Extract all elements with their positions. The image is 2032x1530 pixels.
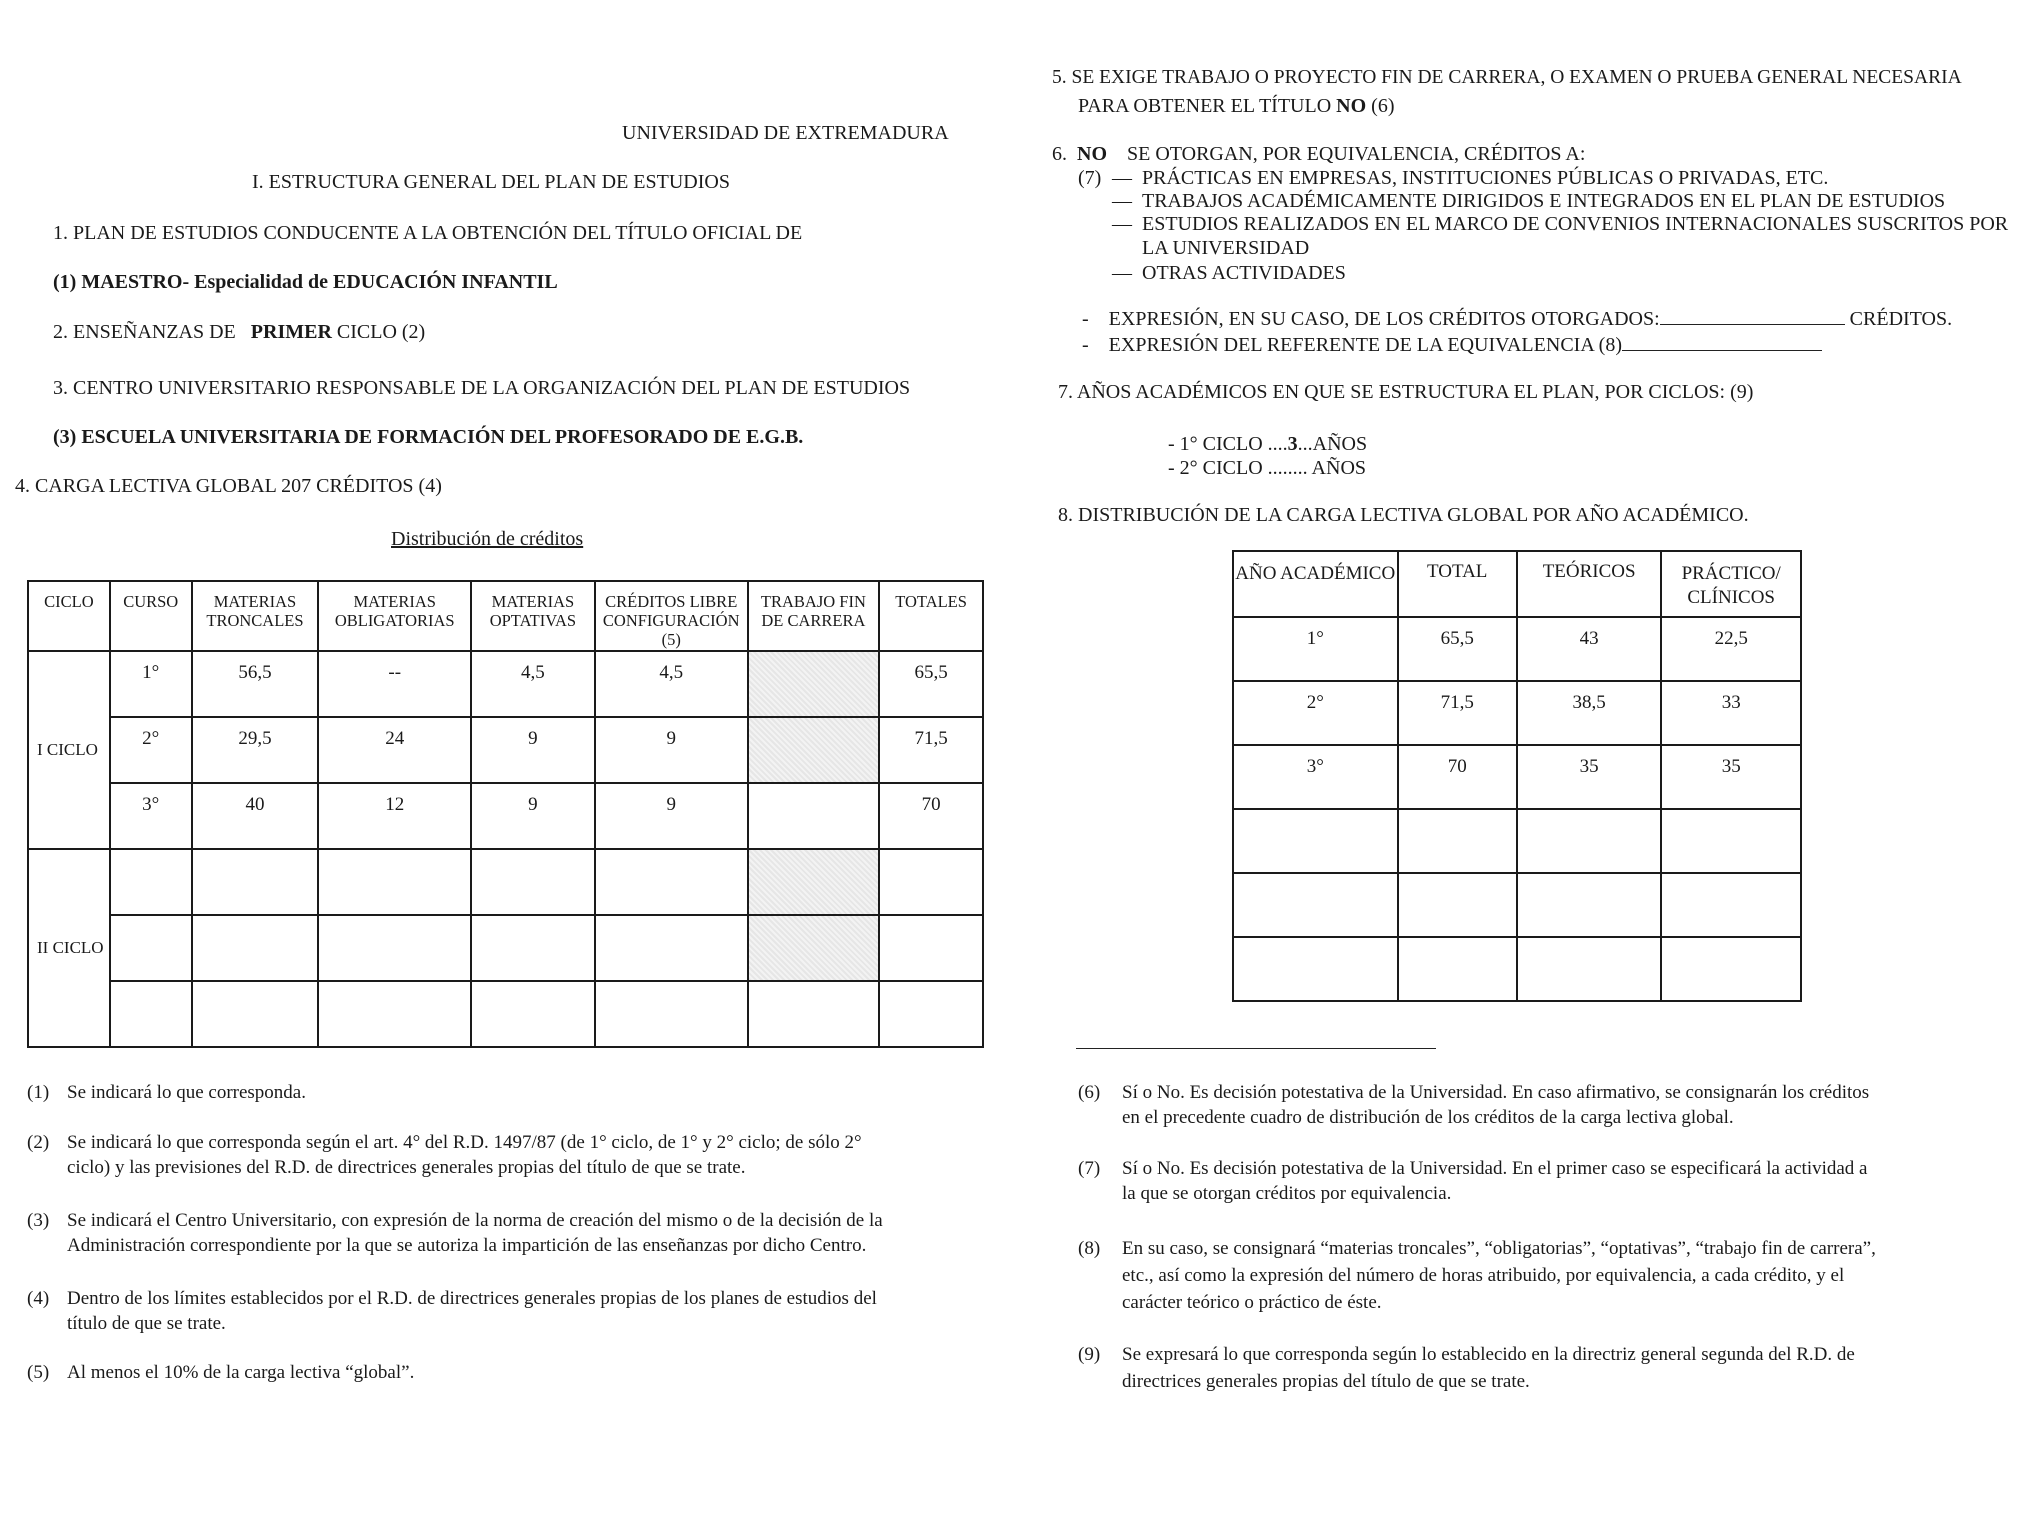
item-2	[53, 320, 425, 344]
cycle-2-years: - 2° CICLO ........ AÑOS	[1168, 457, 1367, 479]
empty-cell	[748, 849, 880, 915]
cell-optativas: 4,5	[471, 651, 595, 717]
empty-cell	[471, 849, 595, 915]
footnote-number: (8)	[1078, 1238, 1101, 1259]
footnote-text: carácter teórico o práctico de éste.	[1122, 1292, 1382, 1313]
table-row	[28, 981, 983, 1047]
footnote-text: Se indicará lo que corresponda según el art. 4° del R.D. 1497/87 (de 1° ciclo, de 1° y 2° ciclo; de sólo 2°	[67, 1132, 862, 1153]
table-row	[1233, 681, 1801, 745]
empty-cell	[1517, 809, 1661, 873]
cell-practicos: 22,5	[1661, 617, 1801, 681]
footnote-number: (6)	[1078, 1082, 1101, 1103]
cell-totales: 65,5	[879, 651, 983, 717]
footnote-text: En su caso, se consignará “materias troncales”, “obligatorias”, “optativas”, “trabajo fin de carrera”,	[1122, 1238, 1876, 1259]
distribution-title: Distribución de créditos	[391, 528, 584, 550]
empty-cell	[1398, 873, 1517, 937]
empty-cell	[1233, 937, 1398, 1001]
cell-libre: 9	[595, 717, 748, 783]
item-3-title: 3. CENTRO UNIVERSITARIO RESPONSABLE DE LA ORGANIZACIÓN DEL PLAN DE ESTUDIOS	[53, 377, 911, 399]
footnote-text: Sí o No. Es decisión potestativa de la Universidad. En el primer caso se especificará la actividad a	[1122, 1158, 1868, 1179]
table-row	[1233, 809, 1801, 873]
table-row	[28, 717, 983, 783]
footnote-text: ciclo) y las previsiones del R.D. de directrices generales propias del título de que se trate.	[67, 1157, 746, 1178]
footnote-8	[1078, 1236, 2008, 1316]
item-8-title: 8. DISTRIBUCIÓN DE LA CARGA LECTIVA GLOBAL POR AÑO ACADÉMICO.	[1058, 504, 1749, 526]
cycle-1-value: 3	[1287, 433, 1298, 455]
footnote-text: Se indicará el Centro Universitario, con expresión de la norma de creación del mismo o de la decisión de la	[67, 1210, 883, 1231]
item-6-list-0: PRÁCTICAS EN EMPRESAS, INSTITUCIONES PÚBLICAS O PRIVADAS, ETC.	[1142, 167, 1829, 189]
item-6-number: 6.	[1052, 143, 1067, 165]
cycle-1-suffix: ...AÑOS	[1297, 433, 1368, 455]
item-5-suffix: (6)	[1371, 95, 1395, 117]
item-6-ref: (7)	[1078, 167, 1102, 189]
cell-optativas: 9	[471, 717, 595, 783]
item-5-value: NO	[1336, 95, 1367, 117]
footnote-text: Sí o No. Es decisión potestativa de la Universidad. En caso afirmativo, se consignarán los créditos	[1122, 1082, 1870, 1103]
item-6-list-4: OTRAS ACTIVIDADES	[1142, 262, 1346, 284]
footnote-number: (1)	[27, 1082, 50, 1103]
empty-cell	[595, 849, 748, 915]
empty-cell	[471, 915, 595, 981]
item-7-title: 7. AÑOS ACADÉMICOS EN QUE SE ESTRUCTURA EL PLAN, POR CICLOS: (9)	[1058, 381, 1754, 403]
empty-cell	[595, 915, 748, 981]
empty-cell	[318, 849, 471, 915]
empty-cell	[110, 981, 192, 1047]
cycle-1-prefix: - 1° CICLO ....	[1168, 433, 1288, 455]
cycle-1-years	[1168, 432, 1367, 456]
item-6-list-2: ESTUDIOS REALIZADOS EN EL MARCO DE CONVENIOS INTERNACIONALES SUSCRITOS POR	[1142, 213, 2009, 235]
expression-credits: - EXPRESIÓN, EN SU CASO, DE LOS CRÉDITOS OTORGADOS: CRÉDITOS.	[1082, 308, 1953, 330]
cell-trabajo	[748, 717, 880, 783]
header-totales: TOTALES	[879, 581, 983, 651]
item-5-line-2	[1078, 94, 1394, 118]
cell-obligatorias: 12	[318, 783, 471, 849]
table-header-row	[28, 581, 983, 651]
cycle-2-label: II CICLO	[28, 849, 110, 1047]
footnote-text: directrices generales propias del título de que se trate.	[1122, 1371, 1530, 1392]
header-teoricos: TEÓRICOS	[1517, 551, 1661, 617]
item-4-title: 4. CARGA LECTIVA GLOBAL 207 CRÉDITOS (4)	[15, 475, 442, 497]
cell-trabajo	[748, 783, 880, 849]
item-1-value: (1) MAESTRO- Especialidad de EDUCACIÓN INFANTIL	[53, 271, 558, 293]
list-dash: —	[1112, 167, 1132, 189]
university-name: UNIVERSIDAD DE EXTREMADURA	[622, 122, 949, 144]
header-total: TOTAL	[1398, 551, 1517, 617]
empty-cell	[192, 981, 319, 1047]
cell-trabajo	[748, 651, 880, 717]
cell-curso: 3°	[110, 783, 192, 849]
cell-obligatorias: --	[318, 651, 471, 717]
empty-cell	[110, 849, 192, 915]
expression-referent: - EXPRESIÓN DEL REFERENTE DE LA EQUIVALENCIA (8)	[1082, 333, 1822, 357]
footnote-text: la que se otorgan créditos por equivalencia.	[1122, 1183, 1452, 1204]
footnote-text: Dentro de los límites establecidos por el R.D. de directrices generales propias de los planes de estudios del	[67, 1288, 877, 1309]
item-3-value: (3) ESCUELA UNIVERSITARIA DE FORMACIÓN DEL PROFESORADO DE E.G.B.	[53, 426, 804, 448]
cell-obligatorias: 24	[318, 717, 471, 783]
table-row	[1233, 937, 1801, 1001]
footnote-1	[27, 1080, 987, 1110]
empty-cell	[1517, 937, 1661, 1001]
cell-libre: 4,5	[595, 651, 748, 717]
item-5-prefix: PARA OBTENER EL TÍTULO	[1078, 95, 1332, 117]
footnote-number: (3)	[27, 1210, 50, 1231]
header-trabajo-fin: TRABAJO FIN DE CARRERA	[748, 581, 880, 651]
footnote-number: (7)	[1078, 1158, 1101, 1179]
cell-optativas: 9	[471, 783, 595, 849]
section-title: I. ESTRUCTURA GENERAL DEL PLAN DE ESTUDIOS	[252, 171, 730, 193]
item-6-text: SE OTORGAN, POR EQUIVALENCIA, CRÉDITOS A:	[1127, 143, 1586, 165]
cell-total: 71,5	[1398, 681, 1517, 745]
footnote-text: Se expresará lo que corresponda según lo establecido en la directriz general segunda del R.D. de	[1122, 1344, 1855, 1365]
footnote-number: (5)	[27, 1362, 50, 1383]
cell-curso: 1°	[110, 651, 192, 717]
empty-cell	[1517, 873, 1661, 937]
table-row	[1233, 873, 1801, 937]
header-anio: AÑO ACADÉMICO	[1233, 551, 1398, 617]
list-dash: —	[1112, 213, 1132, 235]
cell-practicos: 35	[1661, 745, 1801, 809]
header-libre-configuracion: CRÉDITOS LIBRE CONFIGURACIÓN (5)	[595, 581, 748, 651]
table-row	[1233, 617, 1801, 681]
empty-cell	[595, 981, 748, 1047]
item-1-title: 1. PLAN DE ESTUDIOS CONDUCENTE A LA OBTENCIÓN DEL TÍTULO OFICIAL DE	[53, 222, 803, 244]
cycle-1-label: I CICLO	[28, 651, 110, 849]
cell-libre: 9	[595, 783, 748, 849]
empty-cell	[1661, 809, 1801, 873]
footnote-7	[1078, 1156, 2008, 1211]
cell-teoricos: 35	[1517, 745, 1661, 809]
footnote-text: Administración correspondiente por la que se autoriza la impartición de las enseñanzas por dicho Centro.	[67, 1235, 867, 1256]
annual-load-table	[1232, 550, 1802, 1002]
cell-total: 65,5	[1398, 617, 1517, 681]
cell-totales: 70	[879, 783, 983, 849]
header-obligatorias: MATERIAS OBLIGATORIAS	[318, 581, 471, 651]
item-5-line-1: 5. SE EXIGE TRABAJO O PROYECTO FIN DE CARRERA, O EXAMEN O PRUEBA GENERAL NECESARIA	[1052, 67, 1962, 88]
item-6-line	[1052, 142, 1585, 166]
item-6-list-3: LA UNIVERSIDAD	[1142, 237, 1310, 259]
footnote-number: (4)	[27, 1288, 50, 1309]
cell-teoricos: 38,5	[1517, 681, 1661, 745]
footnote-separator	[1076, 1048, 1436, 1049]
list-dash: —	[1112, 190, 1132, 212]
expression-credits-label: EXPRESIÓN, EN SU CASO, DE LOS CRÉDITOS OTORGADOS:	[1108, 308, 1660, 330]
empty-cell	[471, 981, 595, 1047]
cell-anio: 1°	[1233, 617, 1398, 681]
table-row	[28, 915, 983, 981]
item-6-value: NO	[1077, 143, 1107, 165]
cell-troncales: 40	[192, 783, 319, 849]
expression-referent-label: EXPRESIÓN DEL REFERENTE DE LA EQUIVALENCIA (8)	[1108, 334, 1622, 356]
empty-cell	[192, 849, 319, 915]
empty-cell	[110, 915, 192, 981]
empty-cell	[1233, 873, 1398, 937]
table-row	[28, 783, 983, 849]
cell-anio: 3°	[1233, 745, 1398, 809]
item-2-prefix: 2. ENSEÑANZAS DE	[53, 321, 236, 343]
header-practicos: PRÁCTICO/ CLÍNICOS	[1661, 551, 1801, 617]
footnote-6	[1078, 1080, 2008, 1135]
empty-cell	[1661, 873, 1801, 937]
item-2-suffix: CICLO (2)	[336, 321, 426, 343]
credits-distribution-table	[27, 580, 984, 1048]
footnote-4	[27, 1286, 987, 1341]
footnote-text: título de que se trate.	[67, 1313, 226, 1334]
header-optativas: MATERIAS OPTATIVAS	[471, 581, 595, 651]
empty-cell	[1661, 937, 1801, 1001]
footnote-2	[27, 1130, 987, 1185]
footnote-5	[27, 1360, 987, 1390]
cell-teoricos: 43	[1517, 617, 1661, 681]
item-6-list-1: TRABAJOS ACADÉMICAMENTE DIRIGIDOS E INTEGRADOS EN EL PLAN DE ESTUDIOS	[1142, 190, 1946, 212]
cell-troncales: 56,5	[192, 651, 319, 717]
expression-credits-suffix: CRÉDITOS.	[1849, 308, 1953, 330]
empty-cell	[879, 849, 983, 915]
footnote-9	[1078, 1342, 2008, 1397]
cell-troncales: 29,5	[192, 717, 319, 783]
footnote-number: (2)	[27, 1132, 50, 1153]
footnote-text: Al menos el 10% de la carga lectiva “global”.	[67, 1362, 415, 1383]
empty-cell	[879, 915, 983, 981]
footnote-text: en el precedente cuadro de distribución de los créditos de la carga lectiva global.	[1122, 1107, 1734, 1128]
empty-cell	[879, 981, 983, 1047]
header-curso: CURSO	[110, 581, 192, 651]
cell-practicos: 33	[1661, 681, 1801, 745]
table-row	[28, 849, 983, 915]
header-ciclo: CICLO	[28, 581, 110, 651]
footnote-number: (9)	[1078, 1344, 1101, 1365]
header-troncales: MATERIAS TRONCALES	[192, 581, 319, 651]
empty-cell	[192, 915, 319, 981]
empty-cell	[318, 915, 471, 981]
footnote-text: Se indicará lo que corresponda.	[67, 1082, 306, 1103]
cell-anio: 2°	[1233, 681, 1398, 745]
cell-curso: 2°	[110, 717, 192, 783]
empty-cell	[318, 981, 471, 1047]
empty-cell	[1233, 809, 1398, 873]
table-row	[1233, 745, 1801, 809]
footnote-3	[27, 1208, 987, 1263]
table-header-row	[1233, 551, 1801, 617]
empty-cell	[748, 981, 880, 1047]
empty-cell	[1398, 937, 1517, 1001]
empty-cell	[748, 915, 880, 981]
list-dash: —	[1112, 262, 1132, 284]
empty-cell	[1398, 809, 1517, 873]
cell-total: 70	[1398, 745, 1517, 809]
table-row	[28, 651, 983, 717]
item-2-value: PRIMER	[250, 321, 332, 343]
footnote-text: etc., así como la expresión del número de horas atribuido, por equivalencia, a cada crédito, y el	[1122, 1265, 1845, 1286]
cell-totales: 71,5	[879, 717, 983, 783]
